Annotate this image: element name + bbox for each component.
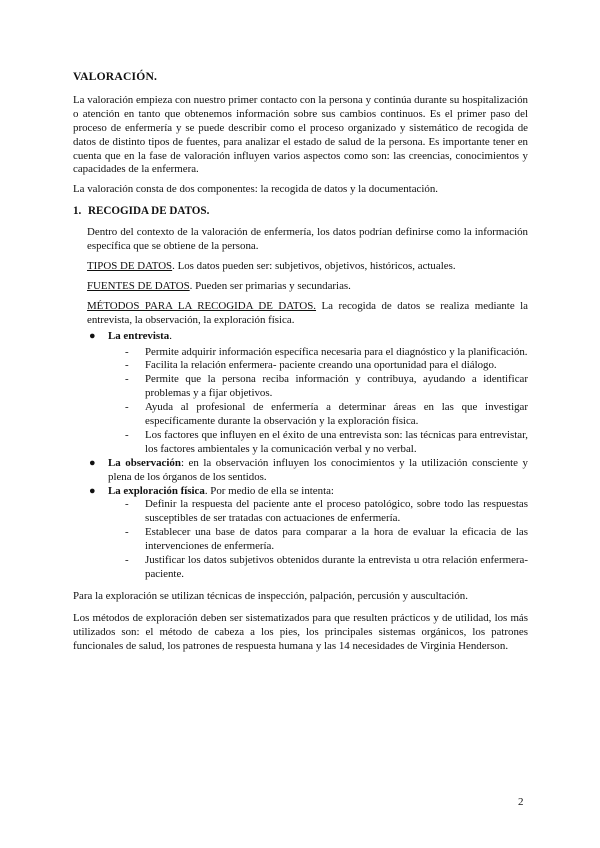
bullet-icon: ●: [89, 456, 96, 469]
entrevista-sublist: [73, 346, 528, 457]
entrevista-suffix: .: [169, 329, 172, 342]
tipos-label: TIPOS DE DATOS: [87, 259, 173, 272]
exploracion-label: La exploración física: [108, 484, 205, 497]
list-item: [73, 346, 528, 360]
list-item: [73, 526, 528, 554]
section-title: RECOGIDA DE DATOS.: [88, 205, 210, 218]
methods-list: [73, 330, 528, 344]
dash-icon: -: [125, 498, 129, 511]
metodos-exploracion-paragraph: Los métodos de exploración deben ser sistematizados para que resulten prácticos y de utilidad, los más utilizados son: el método de cabeza a los pies, los principales sistemas orgánicos, los patrones funcionales de salud, los patrones de respuesta humana y las 14 necesidades de Virginia Henderson.: [73, 611, 528, 652]
fuentes-paragraph: [87, 280, 528, 294]
dash-icon: -: [125, 526, 129, 539]
observacion-label: La observación: [108, 456, 181, 469]
list-item: [73, 554, 528, 582]
document-page: [73, 70, 528, 654]
list-item-text: Permite que la persona reciba información y contribuya, ayudando a identificar problemas y a fijar objetivos.: [145, 373, 528, 400]
list-item-text: Definir la respuesta del paciente ante el proceso patológico, sobre todo las respuestas susceptibles de ser tratadas con actuaciones de enfermería.: [145, 498, 528, 525]
dash-icon: -: [125, 345, 129, 358]
list-item: [73, 498, 528, 526]
list-item-text: Ayuda al profesional de enfermería a determinar áreas en las que investigar específicamente durante la observación y la exploración física.: [145, 401, 528, 428]
list-item-entrevista: [73, 330, 528, 344]
list-item-exploracion: [73, 485, 528, 499]
dash-icon: -: [125, 428, 129, 441]
metodos-label: MÉTODOS PARA LA RECOGIDA DE DATOS.: [87, 299, 317, 312]
section-heading: [73, 205, 528, 219]
section-body: [87, 226, 528, 327]
metodos-paragraph: [87, 300, 528, 328]
dash-icon: -: [125, 373, 129, 386]
exploracion-text: . Por medio de ella se intenta:: [204, 484, 334, 497]
list-item-text: Facilita la relación enfermera- paciente creando una oportunidad para el diálogo.: [145, 359, 497, 372]
definition-paragraph: Dentro del contexto de la valoración de enfermería, los datos podrían definirse como la información específica que se obtiene de la persona.: [87, 226, 528, 253]
fuentes-text: . Pueden ser primarias y secundarias.: [189, 279, 351, 292]
list-item: [73, 401, 528, 429]
entrevista-label: La entrevista: [108, 329, 170, 342]
tipos-text: . Los datos pueden ser: subjetivos, objetivos, históricos, actuales.: [172, 259, 456, 272]
components-paragraph: La valoración consta de dos componentes: la recogida de datos y la documentación.: [73, 183, 439, 196]
dash-icon: -: [125, 554, 129, 567]
observacion-text: : en la observación influyen los conocimientos y la utilización consciente y plena de los órganos de los sentidos.: [108, 456, 529, 483]
dash-icon: -: [125, 401, 129, 414]
list-item-text: Justificar los datos subjetivos obtenidos durante la entrevista u otra relación enfermera- paciente.: [145, 554, 528, 580]
list-item-text: Establecer una base de datos para comparar a la hora de evaluar la eficacia de las intervenciones de enfermería.: [145, 526, 528, 553]
tipos-paragraph: [87, 260, 528, 274]
page-number: 2: [518, 796, 524, 808]
list-item-observacion: [73, 457, 528, 485]
intro-paragraph: La valoración empieza con nuestro primer contacto con la persona y continúa durante su hospitalización o atención en tanto que obtenemos información sobre sus cambios continuos. Es el primer paso del proceso de enfermería y se puede describir como el proceso organizado y sistemático de recogida de datos de distinto tipos de fuentes, para analizar el estado de salud de la persona. Es importante tener en cuenta que en la fase de valoración influyen varios aspectos como son: las creencias, conocimientos y capacidades de la enfermera.: [73, 93, 528, 176]
tecnicas-paragraph: Para la exploración se utilizan técnicas de inspección, palpación, percusión y auscultación.: [73, 589, 468, 602]
list-item: [73, 359, 528, 373]
list-item-text: Los factores que influyen en el éxito de una entrevista son: las técnicas para entrevistar, los factores ambientales y la comunicación verbal y no verbal.: [145, 428, 528, 455]
bullet-icon: ●: [89, 484, 96, 497]
metodos-text: La recogida de datos se realiza mediante la entrevista, la observación, la exploración física.: [87, 299, 528, 326]
section-number: 1.: [73, 205, 82, 218]
fuentes-label: FUENTES DE DATOS: [87, 279, 190, 292]
list-item-text: Permite adquirir información específica necesaria para el diagnóstico y la planificación.: [145, 345, 528, 358]
page-title: VALORACIÓN.: [73, 70, 158, 83]
dash-icon: -: [125, 359, 129, 372]
methods-list-2: [73, 457, 528, 499]
exploracion-sublist: [73, 498, 528, 581]
bullet-icon: ●: [89, 329, 96, 342]
list-item: [73, 429, 528, 457]
list-item: [73, 373, 528, 401]
